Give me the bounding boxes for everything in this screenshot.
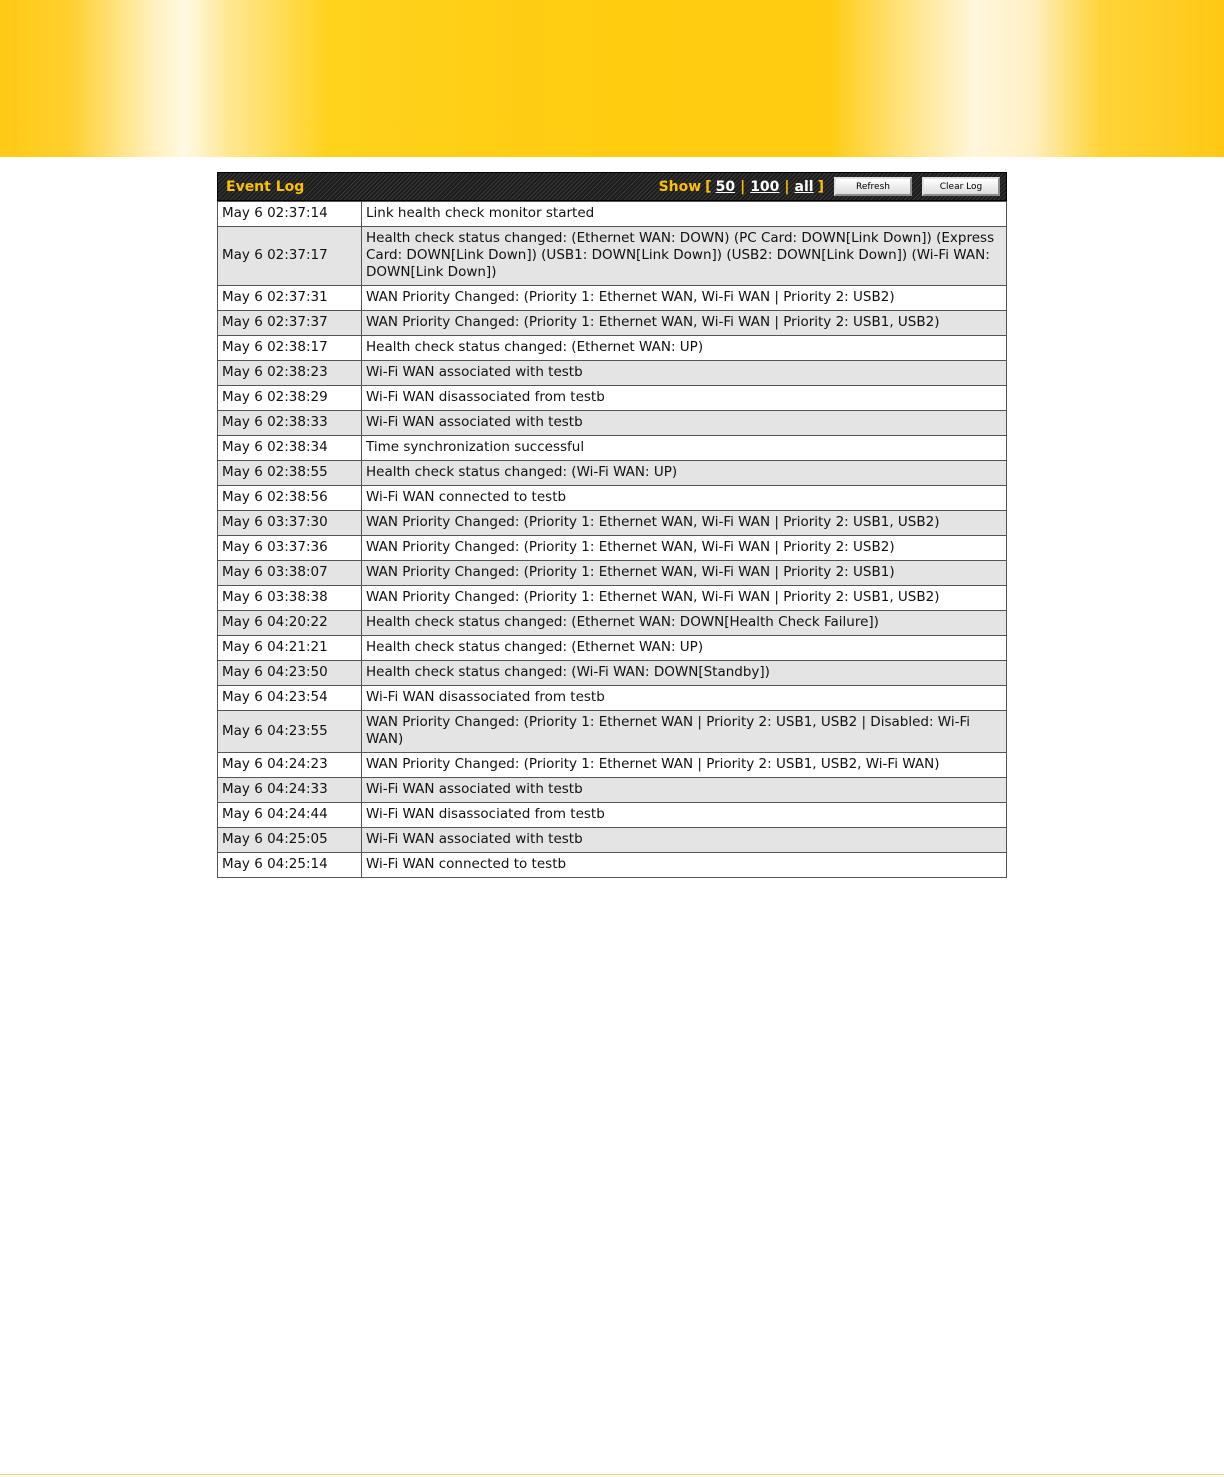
event-time: May 6 04:23:55 [218, 711, 362, 753]
table-row [218, 436, 1007, 461]
event-message: WAN Priority Changed: (Priority 1: Ethernet WAN, Wi-Fi WAN | Priority 2: USB1, USB2) [362, 586, 1007, 611]
event-time: May 6 02:38:55 [218, 461, 362, 486]
table-row [218, 227, 1007, 286]
table-row [218, 853, 1007, 878]
event-time: May 6 04:21:21 [218, 636, 362, 661]
table-row [218, 586, 1007, 611]
show-all-link[interactable]: all [794, 178, 814, 195]
show-label: Show [658, 178, 702, 195]
event-time: May 6 02:37:31 [218, 286, 362, 311]
event-message: WAN Priority Changed: (Priority 1: Ethernet WAN, Wi-Fi WAN | Priority 2: USB2) [362, 286, 1007, 311]
table-row [218, 511, 1007, 536]
event-log-title: Event Log [226, 178, 305, 195]
table-row [218, 461, 1007, 486]
event-message: Wi-Fi WAN associated with testb [362, 828, 1007, 853]
event-time: May 6 02:38:34 [218, 436, 362, 461]
clear-log-button[interactable]: Clear Log [922, 177, 1000, 196]
table-row [218, 686, 1007, 711]
event-time: May 6 02:37:37 [218, 311, 362, 336]
event-time: May 6 03:37:36 [218, 536, 362, 561]
table-row [218, 661, 1007, 686]
table-row [218, 361, 1007, 386]
event-message: WAN Priority Changed: (Priority 1: Ethernet WAN, Wi-Fi WAN | Priority 2: USB1, USB2) [362, 311, 1007, 336]
show-50-link[interactable]: 50 [715, 178, 736, 195]
event-time: May 6 02:38:23 [218, 361, 362, 386]
event-message: WAN Priority Changed: (Priority 1: Ethernet WAN, Wi-Fi WAN | Priority 2: USB1) [362, 561, 1007, 586]
event-time: May 6 03:38:38 [218, 586, 362, 611]
event-message: Health check status changed: (Ethernet WAN: DOWN) (PC Card: DOWN[Link Down]) (Express Card: DOWN[Link Down]) (USB1: DOWN[Link Down]) (USB2: DOWN[Link Down]) (Wi-Fi WAN: DOWN[Link Down]) [362, 227, 1007, 286]
table-row [218, 636, 1007, 661]
table-row [218, 711, 1007, 753]
event-message: Health check status changed: (Ethernet WAN: UP) [362, 336, 1007, 361]
event-message: Wi-Fi WAN disassociated from testb [362, 803, 1007, 828]
event-message: WAN Priority Changed: (Priority 1: Ethernet WAN | Priority 2: USB1, USB2 | Disabled: Wi-Fi WAN) [362, 711, 1007, 753]
bracket-close: ] [817, 178, 824, 195]
event-message: Wi-Fi WAN associated with testb [362, 361, 1007, 386]
event-time: May 6 03:38:07 [218, 561, 362, 586]
event-message: Link health check monitor started [362, 202, 1007, 227]
event-time: May 6 02:37:17 [218, 227, 362, 286]
event-time: May 6 02:38:56 [218, 486, 362, 511]
event-time: May 6 04:24:33 [218, 778, 362, 803]
table-row [218, 486, 1007, 511]
event-time: May 6 02:38:33 [218, 411, 362, 436]
table-row [218, 803, 1007, 828]
event-message: Wi-Fi WAN associated with testb [362, 411, 1007, 436]
event-message: WAN Priority Changed: (Priority 1: Ethernet WAN, Wi-Fi WAN | Priority 2: USB1, USB2) [362, 511, 1007, 536]
event-time: May 6 04:20:22 [218, 611, 362, 636]
event-message: Wi-Fi WAN connected to testb [362, 486, 1007, 511]
event-time: May 6 04:23:54 [218, 686, 362, 711]
event-time: May 6 04:23:50 [218, 661, 362, 686]
event-message: Wi-Fi WAN disassociated from testb [362, 386, 1007, 411]
event-time: May 6 02:38:29 [218, 386, 362, 411]
event-log-table [217, 201, 1007, 878]
bracket-open: [ [705, 178, 712, 195]
separator: | [784, 178, 790, 195]
event-time: May 6 02:37:14 [218, 202, 362, 227]
separator: | [740, 178, 746, 195]
show-100-link[interactable]: 100 [750, 178, 780, 195]
event-time: May 6 04:25:05 [218, 828, 362, 853]
event-message: Health check status changed: (Ethernet WAN: DOWN[Health Check Failure]) [362, 611, 1007, 636]
table-row [218, 411, 1007, 436]
table-row [218, 311, 1007, 336]
table-row [218, 202, 1007, 227]
event-message: Wi-Fi WAN disassociated from testb [362, 686, 1007, 711]
table-row [218, 611, 1007, 636]
event-time: May 6 04:24:23 [218, 753, 362, 778]
table-row [218, 753, 1007, 778]
event-message: Health check status changed: (Ethernet WAN: UP) [362, 636, 1007, 661]
event-log-panel [217, 172, 1007, 878]
event-time: May 6 03:37:30 [218, 511, 362, 536]
footer-divider [0, 1474, 1224, 1475]
event-time: May 6 04:24:44 [218, 803, 362, 828]
event-message: Wi-Fi WAN connected to testb [362, 853, 1007, 878]
header-banner [0, 0, 1224, 157]
table-row [218, 778, 1007, 803]
table-row [218, 828, 1007, 853]
event-message: Health check status changed: (Wi-Fi WAN: UP) [362, 461, 1007, 486]
event-time: May 6 04:25:14 [218, 853, 362, 878]
event-time: May 6 02:38:17 [218, 336, 362, 361]
table-row [218, 286, 1007, 311]
event-log-header [217, 172, 1007, 201]
event-message: Time synchronization successful [362, 436, 1007, 461]
table-row [218, 386, 1007, 411]
refresh-button[interactable]: Refresh [834, 177, 912, 196]
show-controls [659, 177, 1000, 196]
event-message: WAN Priority Changed: (Priority 1: Ethernet WAN, Wi-Fi WAN | Priority 2: USB2) [362, 536, 1007, 561]
table-row [218, 336, 1007, 361]
event-message: Wi-Fi WAN associated with testb [362, 778, 1007, 803]
event-message: WAN Priority Changed: (Priority 1: Ethernet WAN | Priority 2: USB1, USB2, Wi-Fi WAN) [362, 753, 1007, 778]
table-row [218, 536, 1007, 561]
table-row [218, 561, 1007, 586]
event-message: Health check status changed: (Wi-Fi WAN: DOWN[Standby]) [362, 661, 1007, 686]
